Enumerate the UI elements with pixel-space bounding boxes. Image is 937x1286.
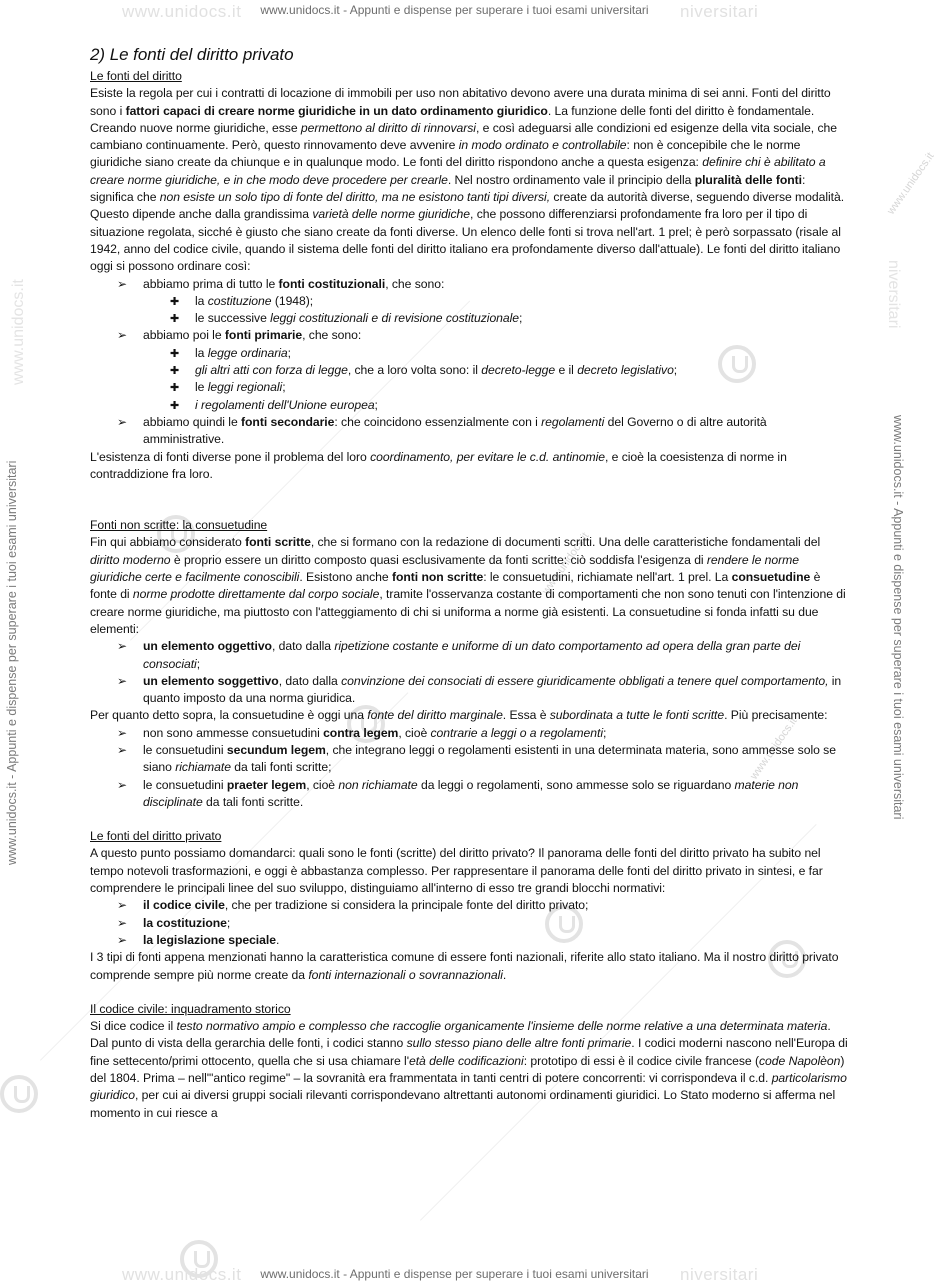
section-fonti-diritto-privato — [90, 828, 850, 984]
paragraph: Si dice codice il testo normativo ampio e complesso che raccoglie organicamente l'insieme delle norme relative a una determinata materia. Dal punto di vista della gerarchia delle fonti, i codici stanno sullo stesso piano delle altre fonti primarie. I codici moderni nascono nell'Europa di fine settecento/primi ottocento, quella che si usa chiamare l'età delle codificazioni: prototipo di essi è il codice civile francese (code Napolèon) del 1804. Prima – nell'"antico regime" – la sovranità era frammentata in tanti centri di potere concorrenti: vi corrispondeva il c.d. particolarismo giuridico, per cui ai diversi gruppi sociali rilevanti corrispondevano altrettanti autonomi ordinamenti giuridici. Lo Stato moderno si afferma nel momento in cui riesce a — [90, 1019, 848, 1120]
list-subitem: ✚ gli altri atti con forza di legge, che a loro volta sono: il decreto-legge e il decreto legislativo; — [90, 362, 850, 379]
side-watermark-left: www.unidocs.it - Appunti e dispense per superare i tuoi esami universitari — [5, 460, 19, 865]
list-subitem: ✚ le successive leggi costituzionali e di revisione costituzionale; — [90, 310, 850, 327]
watermark-diagonal-text: www.unidocs.it — [540, 530, 592, 597]
list — [90, 897, 850, 949]
watermark-ghost-side-left: www.unidocs.it — [10, 279, 27, 385]
section-fonti-del-diritto — [90, 68, 850, 483]
watermark-ghost-header-left: www.unidocs.it — [122, 2, 242, 21]
list-item: ➢ le consuetudini praeter legem, cioè non richiamate da leggi o regolamenti, sono ammesse solo se riguardano materie non disciplinate da tali fonti scritte. — [90, 777, 850, 812]
list-item: ➢ un elemento soggettivo, dato dalla convinzione dei consociati di essere giuridicamente obbligati a tenere quel comportamento, in quanto imposto da una norma giuridica. — [90, 673, 850, 708]
list-subitem: ✚ la legge ordinaria; — [90, 345, 850, 362]
watermark-logo-icon — [180, 1240, 218, 1278]
section-heading: Il codice civile: inquadramento storico — [90, 1001, 291, 1016]
list-subitem: ✚ i regolamenti dell'Unione europea; — [90, 397, 850, 414]
paragraph: A questo punto possiamo domandarci: quali sono le fonti (scritte) del diritto privato? Il panorama delle fonti del diritto privato ha subito nel tempo notevoli trasformazioni, e oggi è abbastanza complesso. Per rappresentare il panorama delle fonti del diritto privato in sintesi, e far comprendere le principali linee del suo sviluppo, distinguiamo all'interno di esso tre grandi blocchi normativi: — [90, 846, 823, 896]
list — [90, 638, 850, 707]
document-body — [90, 44, 850, 1122]
list-item: ➢ non sono ammesse consuetudini contra legem, cioè contrarie a leggi o a regolamenti; — [90, 725, 850, 742]
section-heading: Le fonti del diritto privato — [90, 829, 222, 844]
watermark-diagonal-text: www.unidocs.it — [885, 150, 937, 217]
paragraph: Esiste la regola per cui i contratti di locazione di immobili per uso non abitativo devono avere una durata minima di sei anni. Fonti del diritto sono i fattori capaci di creare norme giuridiche in un dato ordinamento giuridico. La funzione delle fonti del diritto è fondamentale. Creando nuove norme giuridiche, esse permettono al diritto di rinnovarsi, e così adeguarsi alle condizioni ed esigenze della vita sociale, che cambiano continuamente. Però, questo rinnovamento deve avvenire in modo ordinato e controllabile: non è concepibile che le norme giuridiche siano create da chiunque e in qualunque modo. Le fonti del diritto rispondono anche a questa esigenza: definire chi è abilitato a creare norme giuridiche, e in che modo deve procedere per crearle. Nel nostro ordinamento vale il principio della pluralità delle fonti: significa che non esiste un solo tipo di fonte del diritto, ma ne esistono tanti tipi diversi, create da autorità diverse, seguendo diverse modalità. Questo dipende anche dalla grandissima varietà delle norme giuridiche, che possono differenziarsi profondamente fra loro per il tipo di situazione regolata, sicché è giusto che siano create da fonti diverse. Un elenco delle fonti si trova nell'art. 1 prel; è però sorpassato (risale al 1942, anno del codice civile, quando il sistema delle fonti del diritto italiano era profondamente diverso dall'attuale). Le fonti del diritto italiano oggi si possono ordinare così: — [90, 86, 845, 274]
watermark-logo-icon — [0, 1075, 38, 1113]
paragraph: Fin qui abbiamo considerato fonti scritte, che si formano con la redazione di documenti scritti. Una delle caratteristiche fondamentali del diritto moderno è proprio essere un diritto composto quasi esclusivamente da fonti scritte: ciò soddisfa l'esigenza di rendere le norme giuridiche certe e facilmente conoscibili. Esistono anche fonti non scritte: le consuetudini, richiamate nell'art. 1 prel. La consuetudine è fonte di norme prodotte direttamente dal corpo sociale, tramite l'osservanza costante di comportamenti che non sono tenuti con l'intenzione di creare norme giuridiche, ma piuttosto con l'atteggiamento di chi si uniforma a norme già esistenti. La consuetudine si fonda infatti su due elementi: — [90, 535, 846, 636]
section-codice-civile — [90, 1001, 850, 1122]
list — [90, 276, 850, 449]
list-item: ➢ abbiamo quindi le fonti secondarie: che coincidono essenzialmente con i regolamenti del Governo o di altre autorità amministrative. — [90, 414, 850, 449]
watermark-ghost-header-right: niversitari — [680, 2, 759, 21]
list-item: ➢ le consuetudini secundum legem, che integrano leggi o regolamenti esistenti in una determinata materia, sono ammesse solo se siano richiamate da tali fonti scritte; — [90, 742, 850, 777]
side-watermark-right: www.unidocs.it - Appunti e dispense per superare i tuoi esami universitari — [891, 415, 905, 820]
section-consuetudine — [90, 517, 850, 811]
list-subitem: ✚ le leggi regionali; — [90, 379, 850, 396]
page-title: 2) Le fonti del diritto privato — [90, 45, 294, 64]
list-item: ➢ la costituzione; — [90, 915, 850, 932]
list-subitem: ✚ la costituzione (1948); — [90, 293, 850, 310]
section-heading: Fonti non scritte: la consuetudine — [90, 518, 268, 533]
list-item: ➢ un elemento oggettivo, dato dalla ripetizione costante e uniforme di un dato comportamento ad opera della gran parte dei consociati; — [90, 638, 850, 673]
footer-watermark: www.unidocs.it - Appunti e dispense per superare i tuoi esami universitari — [260, 1267, 649, 1281]
header-watermark: www.unidocs.it - Appunti e dispense per superare i tuoi esami universitari — [260, 3, 649, 17]
list-item: ➢ abbiamo poi le fonti primarie, che sono: — [90, 327, 850, 344]
list-item: ➢ il codice civile, che per tradizione si considera la principale fonte del diritto privato; — [90, 897, 850, 914]
watermark-diagonal-text: www.unidocs.it — [748, 715, 800, 782]
section-heading: Le fonti del diritto — [90, 69, 182, 83]
paragraph: Per quanto detto sopra, la consuetudine è oggi una fonte del diritto marginale. Essa è subordinata a tutte le fonti scritte. Più precisamente: — [90, 708, 828, 723]
list-item: ➢ abbiamo prima di tutto le fonti costituzionali, che sono: — [90, 276, 850, 293]
paragraph: L'esistenza di fonti diverse pone il problema del loro coordinamento, per evitare le c.d. antinomie, e cioè la coesistenza di norme in contraddizione fra loro. — [90, 449, 787, 481]
list-item: ➢ la legislazione speciale. — [90, 932, 850, 949]
watermark-ghost-footer-right: niversitari — [680, 1265, 759, 1284]
paragraph: I 3 tipi di fonti appena menzionati hanno la caratteristica comune di essere fonti nazionali, riferite allo stato italiano. Ma il nostro diritto privato comprende sempre più norme create da fonti internazionali o sovrannazionali. — [90, 950, 839, 982]
watermark-ghost-footer-left: www.unidocs.it — [122, 1265, 242, 1284]
list — [90, 725, 850, 811]
watermark-ghost-side-right: niversitari — [885, 260, 902, 329]
